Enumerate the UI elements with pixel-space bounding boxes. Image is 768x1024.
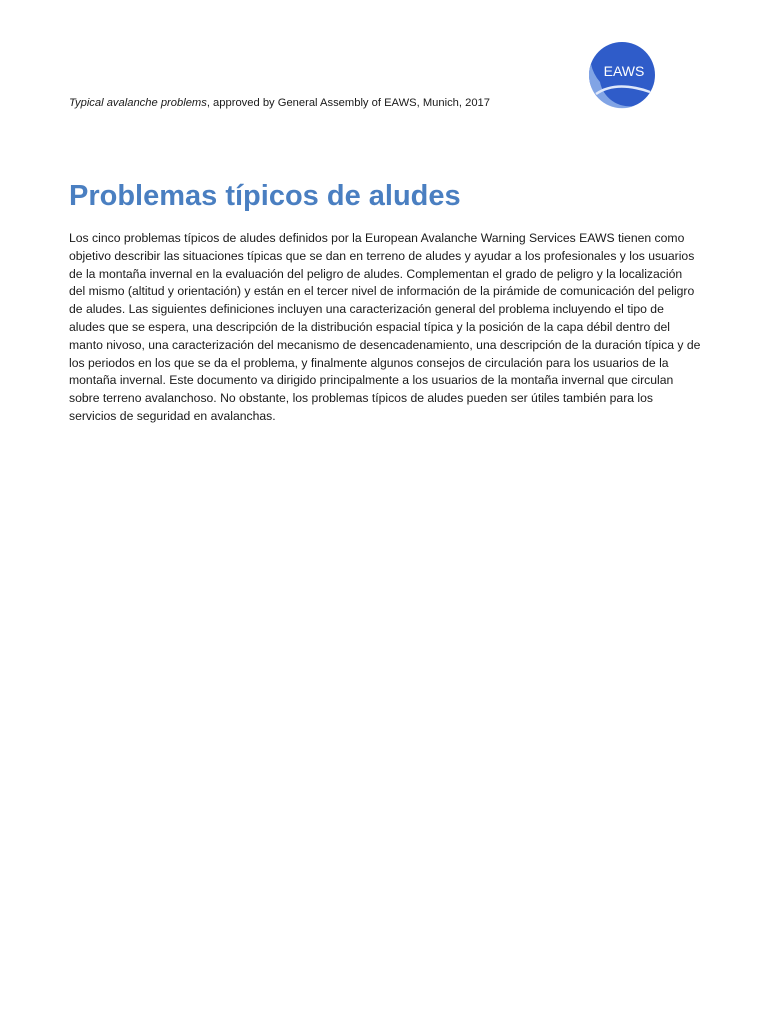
header-italic-title: Typical avalanche problems — [69, 97, 207, 109]
header-approval-note: , approved by General Assembly of EAWS, Munich, 2017 — [206, 97, 490, 109]
intro-paragraph: Los cinco problemas típicos de aludes definidos por la European Avalanche Warning Services EAWS tienen como objetivo describir las situaciones típicas que se dan en terreno de aludes y ayudar a los profesionales y los usuarios de la montaña invernal en la evaluación del peligro de aludes. Complementan el grado de peligro y la localización del mismo (altitud y orientación) y están en el tercer nivel de información de la pirámide de comunicación del peligro de aludes. Las siguientes definiciones incluyen una caracterización general del problema incluyendo el tipo de aludes que se espera, una descripción de la distribución espacial típica y la posición de la capa débil dentro del manto nivoso, una caracterización del mecanismo de desencadenamiento, una descripción de la duración típica y de los periodos en los que se da el problema, y finalmente algunos consejos de circulación para los usuarios de la montaña invernal. Este documento va dirigido principalmente a los usuarios de la montaña invernal que circulan sobre terreno avalanchoso. No obstante, los problemas típicos de aludes pueden ser útiles también para los servicios de seguridad en avalanchas. — [69, 231, 701, 423]
document-header — [69, 96, 589, 111]
page-title: Problemas típicos de aludes — [69, 180, 461, 212]
eaws-logo — [586, 42, 658, 110]
eaws-logo-icon — [586, 42, 658, 110]
logo-text: EAWS — [603, 63, 645, 79]
